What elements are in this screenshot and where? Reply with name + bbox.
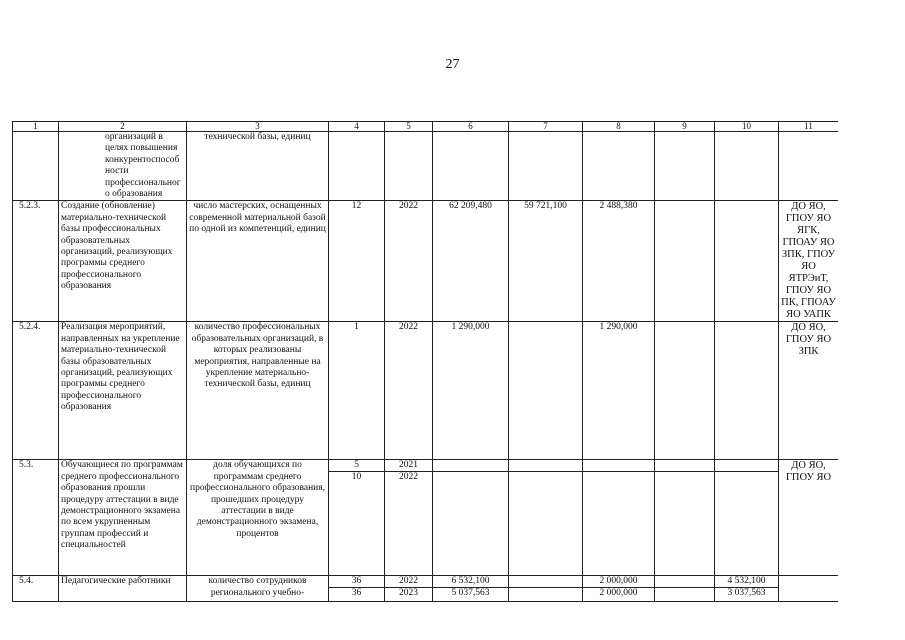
other-funding [715,132,779,201]
program-table [12,121,838,640]
row-number: 5.2.4. [13,322,59,460]
indicator-value: 12 [329,201,385,322]
regional-funding [583,132,655,201]
table-row [13,322,839,460]
total-funding-line: 5 037,563 [451,588,490,599]
header-cell: 7 [509,122,583,132]
indicator-value-line: 36 [329,576,384,588]
row-number: 5.3. [13,460,59,576]
row-number: 5.4. [13,576,59,602]
local-funding-line [655,576,714,588]
regional-funding [583,460,655,576]
header-row [13,122,839,132]
event-name: Создание (обновление) материально-технической базы профессиональных образовательных организаций, реализующих программы среднего профессионального образования [59,201,187,322]
indicator-value-line: 36 [351,588,362,599]
indicator-value [329,132,385,201]
federal-funding [509,322,583,460]
table-row [13,576,839,602]
event-name: организаций в целях повышения конкурентоспособности профессионального образования [59,132,187,201]
indicator-value-line: 10 [351,472,362,483]
total-funding: 62 209,480 [433,201,509,322]
total-funding [433,460,509,576]
executor [779,576,839,602]
year-line: 2022 [399,472,418,483]
other-funding [715,576,779,602]
other-funding-line: 4 532,100 [715,576,778,588]
table-row [13,201,839,322]
local-funding [655,576,715,602]
federal-funding-line [509,588,582,599]
federal-funding: 59 721,100 [509,201,583,322]
federal-funding [509,576,583,602]
regional-funding-line: 2 000,000 [583,576,654,588]
row-number: 5.2.3. [13,201,59,322]
total-funding [433,132,509,201]
regional-funding-line: 2 000,000 [599,588,638,599]
indicator-value-line: 5 [329,460,384,472]
header-cell: 4 [329,122,385,132]
local-funding [655,201,715,322]
event-name: Обучающиеся по программам среднего профессионального образования прошли процедуру аттестации в виде демонстрационного экзамена по всем укрупненным группам профессий и специальностей [59,460,187,576]
local-funding [655,132,715,201]
header-cell: 11 [779,122,839,132]
federal-funding [509,460,583,576]
header-cell: 8 [583,122,655,132]
year [385,460,433,576]
local-funding [655,322,715,460]
header-cell: 2 [59,122,187,132]
federal-funding-line [509,576,582,588]
header-cell: 5 [385,122,433,132]
indicator-name: количество профессиональных образовательных организаций, в которых реализованы мероприятия, направленные на укрепление материально-технической базы, единиц [187,322,329,460]
other-funding [715,201,779,322]
event-name: Педагогические работники [59,576,187,602]
header-cell: 3 [187,122,329,132]
regional-funding: 1 290,000 [583,322,655,460]
local-funding-line [655,588,714,599]
indicator-value: 1 [329,322,385,460]
year-line: 2023 [399,588,418,599]
total-funding [433,576,509,602]
total-funding-line: 6 532,100 [433,576,508,588]
year-line: 2021 [385,460,432,472]
year: 2022 [385,201,433,322]
federal-funding [509,132,583,201]
header-cell: 9 [655,122,715,132]
page-number: 27 [445,57,460,72]
other-funding [715,322,779,460]
total-funding: 1 290,000 [433,322,509,460]
indicator-name: количество сотрудников регионального учебно- [187,576,329,602]
other-funding-line: 3 037,563 [727,588,766,599]
table-row [13,460,839,576]
executor: ДО ЯО, ГПОУ ЯО ЯГК, ГПОАУ ЯО ЗПК, ГПОУ ЯО ЯТРЭиТ, ГПОУ ЯО ПК, ГПОАУ ЯО УАПК [779,201,839,322]
year [385,576,433,602]
executor [779,132,839,201]
year-line: 2022 [385,576,432,588]
local-funding [655,460,715,576]
row-number [13,132,59,201]
indicator-value [329,460,385,576]
indicator-name: доля обучающихся по программам среднего профессионального образования, прошедших процедуру аттестации в виде демонстрационного экзамена, процентов [187,460,329,576]
indicator-name: технической базы, единиц [187,132,329,201]
regional-funding [583,576,655,602]
header-cell: 10 [715,122,779,132]
indicator-value [329,576,385,602]
year: 2022 [385,322,433,460]
executor: ДО ЯО, ГПОУ ЯО ЗПК [779,322,839,460]
year [385,132,433,201]
event-name: Реализация мероприятий, направленных на укрепление материально-технической базы образовательных организаций, реализующих программы среднего профессионального образования [59,322,187,460]
table-row [13,132,839,201]
header-cell: 1 [13,122,59,132]
other-funding [715,460,779,576]
indicator-name: число мастерских, оснащенных современной материальной базой по одной из компетенций, единиц [187,201,329,322]
executor: ДО ЯО, ГПОУ ЯО [779,460,839,576]
header-cell: 6 [433,122,509,132]
regional-funding: 2 488,380 [583,201,655,322]
